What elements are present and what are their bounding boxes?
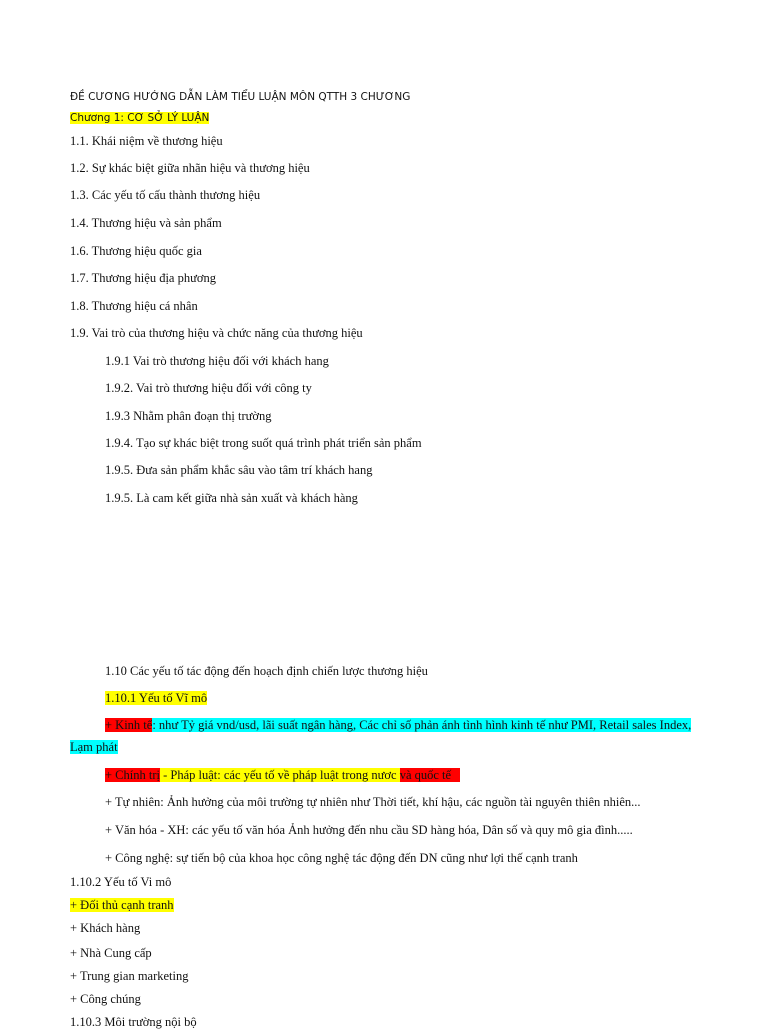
item-1-1: 1.1. Khái niệm về thương hiệu [70, 134, 223, 148]
subitem-1-9-2: 1.9.2. Vai trò thương hiệu đối với công ty [105, 381, 312, 395]
item-1-9: 1.9. Vai trò của thương hiệu và chức năng của thương hiệu [70, 326, 363, 340]
subitem-1-9-1: 1.9.1 Vai trò thương hiệu đối với khách hang [105, 354, 329, 368]
section-1-10-1-line [105, 690, 207, 706]
item-1-4: 1.4. Thương hiệu và sản phẩm [70, 216, 222, 230]
cong-nghe-line: + Công nghệ: sự tiến bộ của khoa học công nghệ tác động đến DN cũng như lợi thế cạnh tranh [105, 851, 578, 865]
section-1-10-1: 1.10.1 Yếu tố Vĩ mô [105, 691, 208, 705]
subitem-1-9-3: 1.9.3 Nhằm phân đoạn thị trường [105, 409, 272, 423]
chapter-1-heading: Chương 1: CƠ SỞ LÝ LUẬN [70, 112, 210, 124]
kinh-te-paragraph [70, 714, 710, 758]
micro-item-line-0 [70, 897, 174, 913]
item-1-7: 1.7. Thương hiệu địa phương [70, 271, 216, 285]
section-1-10-3: 1.10.3 Môi trường nội bộ [70, 1015, 197, 1029]
kinh-te-text: : như Tỷ giá vnd/usd, lãi suất ngân hàng, Các chỉ số phản ánh tình hình kinh tế như PMI, Retail sales Index, Lạm phát [70, 718, 692, 754]
subitem-1-9-5b: 1.9.5. Là cam kết giữa nhà sản xuất và khách hàng [105, 491, 358, 505]
micro-item-supplier: + Nhà Cung cấp [70, 946, 152, 960]
chinh-tri-line [105, 767, 460, 783]
chinh-tri-label: + Chính trị [105, 768, 160, 782]
document-title: ĐỀ CƯƠNG HƯỚNG DẪN LÀM TIỂU LUẬN MÔN QTTH 3 CHƯƠNG [70, 91, 411, 103]
micro-item-customer: + Khách hàng [70, 921, 141, 935]
item-1-3: 1.3. Các yếu tố cấu thành thương hiệu [70, 188, 261, 202]
section-1-10-2: 1.10.2 Yếu tố Vi mô [70, 875, 172, 889]
micro-item-public: + Công chúng [70, 992, 141, 1006]
micro-item-intermediary: + Trung gian marketing [70, 969, 189, 983]
item-1-2: 1.2. Sự khác biệt giữa nhãn hiệu và thương hiệu [70, 161, 310, 175]
tu-nhien-line: + Tự nhiên: Ảnh hưởng của môi trường tự nhiên như Thời tiết, khí hậu, các nguồn tài nguyên thiên nhiên... [105, 795, 641, 809]
item-1-6: 1.6. Thương hiệu quốc gia [70, 244, 202, 258]
chapter-heading-line [70, 110, 209, 126]
section-1-10: 1.10 Các yếu tố tác động đến hoạch định chiến lược thương hiệu [105, 664, 428, 678]
subitem-1-9-5a: 1.9.5. Đưa sản phẩm khắc sâu vào tâm trí khách hang [105, 463, 373, 477]
subitem-1-9-4: 1.9.4. Tạo sự khác biệt trong suốt quá trình phát triển sản phẩm [105, 436, 422, 450]
micro-item-competitor: + Đối thủ cạnh tranh [70, 898, 174, 912]
chinh-tri-text: - Pháp luật: các yếu tố về pháp luật trong nươc [159, 768, 400, 782]
chinh-tri-tail: và quốc tế [399, 768, 461, 782]
kinh-te-label: + Kinh tế [105, 718, 153, 732]
van-hoa-line: + Văn hóa - XH: các yếu tố văn hóa Ảnh hưởng đến nhu cầu SD hàng hóa, Dân số và quy mô gia đình..... [105, 823, 633, 837]
item-1-8: 1.8. Thương hiệu cá nhân [70, 299, 198, 313]
